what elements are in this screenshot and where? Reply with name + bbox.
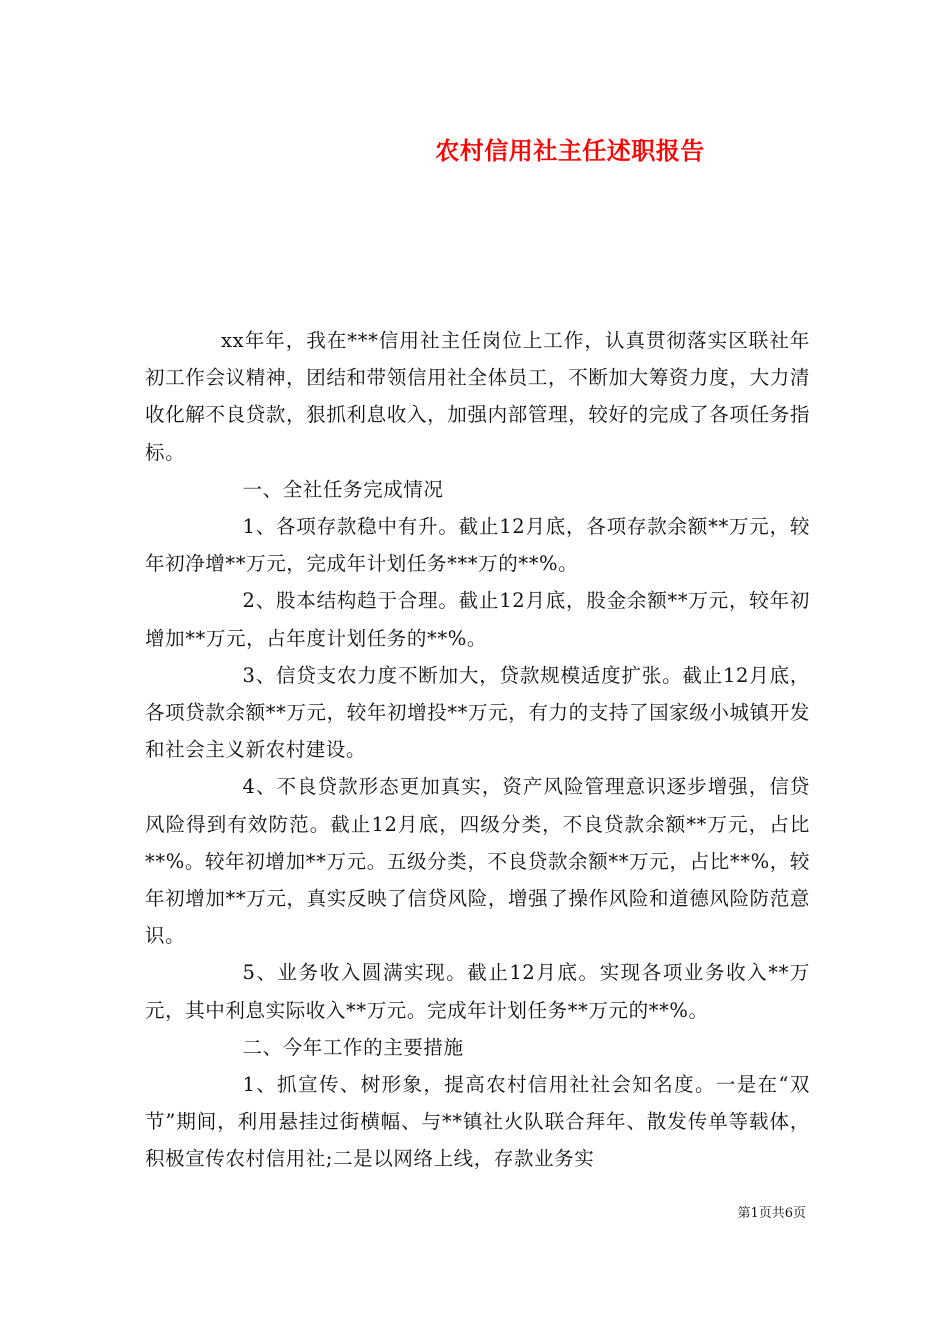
intro-paragraph: xx年年，我在***信用社主任岗位上工作，认真贯彻落实区联社年初工作会议精神，团结和带领信用社全体员工，不断加大筹资力度，大力清收化解不良贷款，狠抓利息收入，加强内部管理，较好的完成了各项任务指标。 — [145, 329, 810, 464]
paragraph-equity: 2、股本结构趋于合理。截止12月底，股金余额**万元，较年初增加**万元，占年度计划任务的**%。 — [145, 589, 810, 650]
body-text — [145, 322, 810, 1178]
section-heading-1: 一、全社任务完成情况 — [242, 477, 444, 501]
paragraph-publicity: 1、抓宣传、树形象，提高农村信用社社会知名度。一是在“双节”期间，利用悬挂过街横幅、与**镇社火队联合拜年、散发传单等载体，积极宣传农村信用社;二是以网络上线，存款业务实 — [145, 1073, 810, 1171]
paragraph-deposits: 1、各项存款稳中有升。截止12月底，各项存款余额**万元，较年初净增**万元，完成年计划任务***万的**%。 — [145, 515, 810, 576]
page-title: 农村信用社主任述职报告 — [435, 136, 705, 165]
paragraph-income: 5、业务收入圆满实现。截止12月底。实现各项业务收入**万元，其中利息实际收入**万元。完成年计划任务**万元的**%。 — [145, 961, 810, 1022]
paragraph-loans: 3、信贷支农力度不断加大，贷款规模适度扩张。截止12月底，各项贷款余额**万元，较年初增投**万元，有力的支持了国家级小城镇开发和社会主义新农村建设。 — [145, 663, 810, 762]
section-heading-2: 二、今年工作的主要措施 — [242, 1035, 464, 1059]
page-number: 第1页共6页 — [737, 1206, 806, 1221]
paragraph-bad-loans: 4、不良贷款形态更加真实，资产风险管理意识逐步增强，信贷风险得到有效防范。截止12月底，四级分类，不良贷款余额**万元，占比**%。较年初增加**万元。五级分类，不良贷款余额**万元，占比**%，较年初增加**万元，真实反映了信贷风险，增强了操作风险和道德风险防范意识。 — [145, 775, 810, 948]
